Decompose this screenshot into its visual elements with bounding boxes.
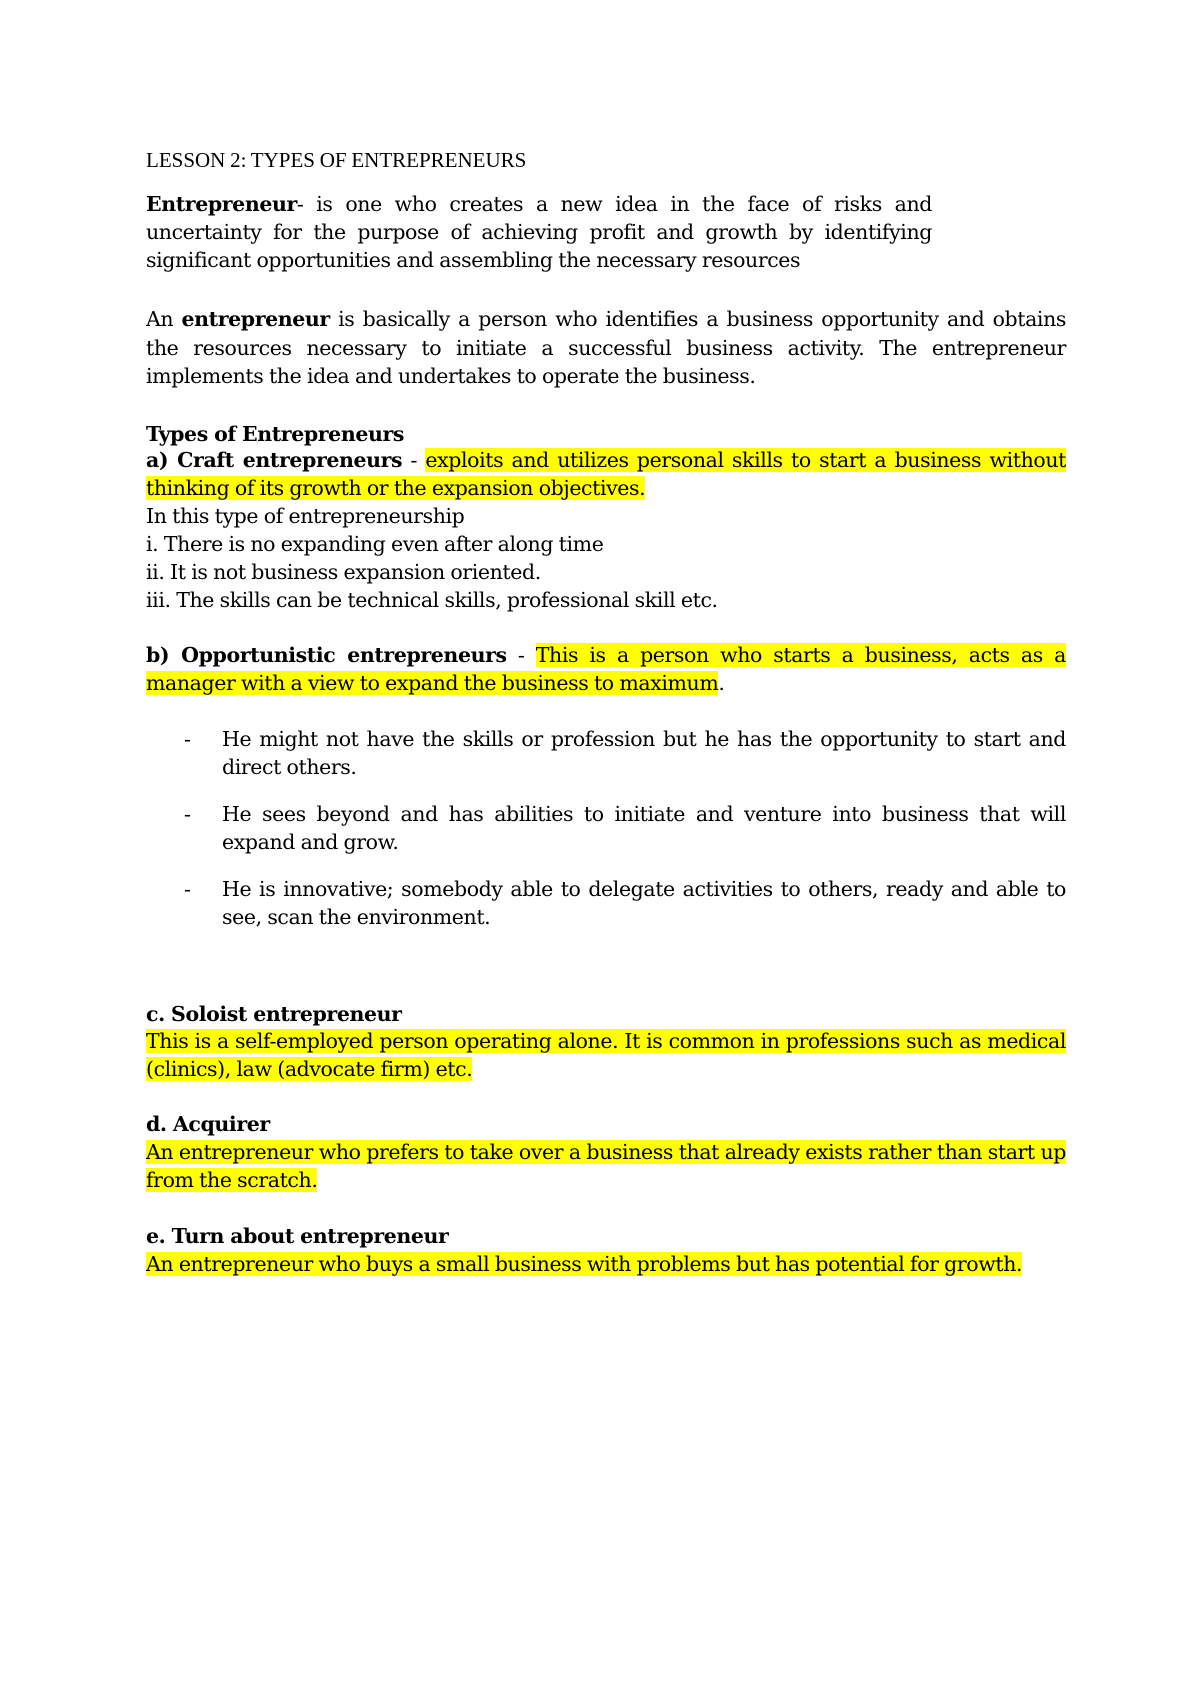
explanation-paragraph: [146, 305, 1066, 391]
bullet-dash: -: [184, 877, 191, 901]
soloist-paragraph: [146, 1027, 1066, 1083]
opportunistic-label: b) Opportunistic entrepreneurs: [146, 643, 507, 667]
turnabout-highlight: An entrepreneur who buys a small business with problems but has potential for growth.: [146, 1252, 1023, 1276]
craft-separator: -: [402, 448, 426, 472]
soloist-highlight: This is a self-employed person operating alone. It is common in professions such as medical (clinics), law (advocate firm) etc.: [146, 1029, 1066, 1081]
explanation-term: entrepreneur: [181, 307, 330, 331]
list-item: [184, 875, 1066, 931]
turnabout-heading: e. Turn about entrepreneur: [146, 1224, 449, 1248]
craft-intro: In this type of entrepreneurship: [146, 504, 465, 528]
definition-term: Entrepreneur: [146, 192, 297, 216]
craft-label: a) Craft entrepreneurs: [146, 448, 403, 472]
opportunistic-tail: .: [718, 671, 725, 695]
opportunistic-highlight: This is a person who starts a business, acts as a manager with a view to expand the business to maximum: [146, 643, 1066, 695]
turnabout-paragraph: [146, 1250, 1066, 1278]
list-item: [184, 725, 1066, 781]
explanation-text: is basically a person who identifies a business opportunity and obtains the resources necessary to initiate a successful business activity. The entrepreneur implements the idea and undertakes to operate the business.: [146, 307, 1066, 388]
opportunistic-bullet-2: He sees beyond and has abilities to initiate and venture into business that will expand and grow.: [222, 802, 1066, 854]
craft-item-2: ii. It is not business expansion oriented.: [146, 560, 541, 584]
opportunistic-separator: -: [506, 643, 536, 667]
explanation-prefix: An: [146, 307, 182, 331]
list-item: [184, 800, 1066, 856]
craft-highlight: exploits and utilizes personal skills to start a business without thinking of its growth or the expansion objectives.: [146, 448, 1067, 500]
bullet-dash: -: [184, 727, 191, 751]
types-heading: Types of Entrepreneurs: [146, 422, 405, 446]
acquirer-heading: d. Acquirer: [146, 1112, 270, 1136]
craft-paragraph: [146, 446, 1066, 502]
definition-paragraph: [146, 190, 932, 274]
opportunistic-paragraph: [146, 641, 1066, 697]
opportunistic-bullet-1: He might not have the skills or profession but he has the opportunity to start and direct others.: [222, 727, 1066, 779]
acquirer-paragraph: [146, 1138, 1066, 1194]
opportunistic-bullet-3: He is innovative; somebody able to delegate activities to others, ready and able to see, scan the environment.: [222, 877, 1066, 929]
document-title: LESSON 2: TYPES OF ENTREPRENEURS: [146, 148, 527, 172]
definition-text: - is one who creates a new idea in the face of risks and uncertainty for the purpose of achieving profit and growth by identifying significant opportunities and assembling the necessary resources: [146, 192, 932, 272]
soloist-heading: c. Soloist entrepreneur: [146, 1002, 402, 1026]
opportunistic-bullet-list: [184, 725, 1066, 950]
craft-item-1: i. There is no expanding even after along time: [146, 532, 604, 556]
bullet-dash: -: [184, 802, 191, 826]
craft-item-3: iii. The skills can be technical skills, professional skill etc.: [146, 588, 718, 612]
acquirer-highlight: An entrepreneur who prefers to take over a business that already exists rather than start up from the scratch.: [146, 1140, 1066, 1192]
